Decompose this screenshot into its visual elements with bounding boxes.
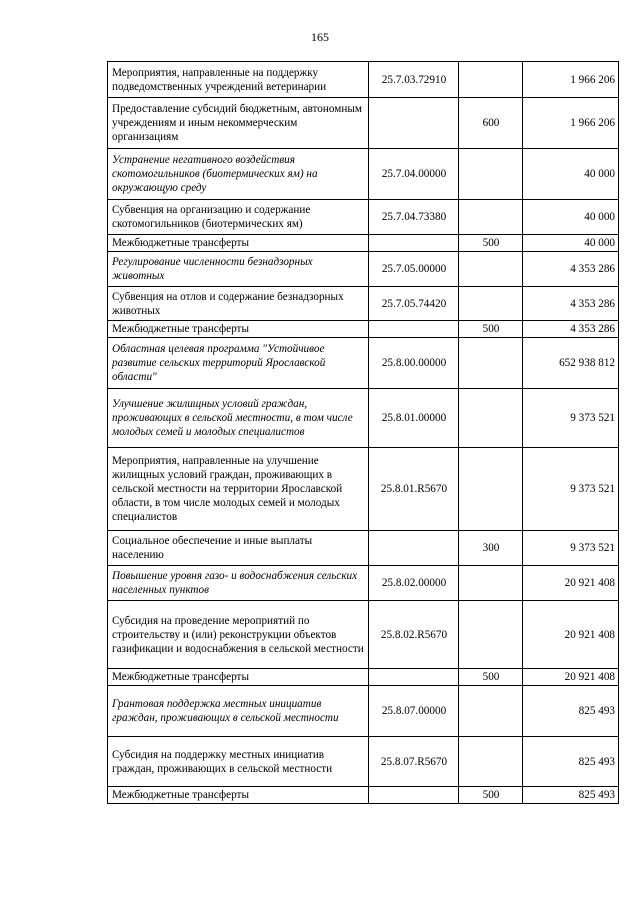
row-type-cell xyxy=(459,448,523,531)
row-code-cell xyxy=(369,321,459,338)
row-code-cell: 25.7.05.00000 xyxy=(369,252,459,287)
table-row xyxy=(108,200,619,235)
table-row xyxy=(108,252,619,287)
row-code-cell: 25.7.05.74420 xyxy=(369,287,459,321)
row-type-cell xyxy=(459,389,523,448)
row-sum-cell: 20 921 408 xyxy=(523,669,619,686)
row-name-cell: Межбюджетные трансферты xyxy=(108,235,369,252)
row-name-cell: Мероприятия, направленные на поддержку подведомственных учреждений ветеринарии xyxy=(108,62,369,98)
row-name-cell: Грантовая поддержка местных инициатив граждан, проживающих в сельской местности xyxy=(108,686,369,737)
row-name-cell: Регулирование численности безнадзорных животных xyxy=(108,252,369,287)
row-code-cell: 25.8.02.00000 xyxy=(369,566,459,601)
row-type-cell xyxy=(459,200,523,235)
row-type-cell xyxy=(459,737,523,787)
row-name-cell: Устранение негативного воздействия скотомогильников (биотермических ям) на окружающую среду xyxy=(108,149,369,200)
row-type-cell: 500 xyxy=(459,787,523,804)
row-type-cell: 500 xyxy=(459,235,523,252)
budget-table-body xyxy=(108,62,619,804)
row-sum-cell: 652 938 812 xyxy=(523,338,619,389)
row-type-cell xyxy=(459,601,523,669)
row-name-cell: Социальное обеспечение и иные выплаты населению xyxy=(108,531,369,566)
row-type-cell: 500 xyxy=(459,321,523,338)
table-row xyxy=(108,98,619,149)
table-row xyxy=(108,321,619,338)
row-sum-cell: 4 353 286 xyxy=(523,287,619,321)
row-sum-cell: 20 921 408 xyxy=(523,601,619,669)
row-name-cell: Межбюджетные трансферты xyxy=(108,787,369,804)
row-code-cell xyxy=(369,787,459,804)
row-name-cell: Субвенция на отлов и содержание безнадзорных животных xyxy=(108,287,369,321)
row-code-cell: 25.8.07.R5670 xyxy=(369,737,459,787)
row-sum-cell: 9 373 521 xyxy=(523,448,619,531)
row-type-cell xyxy=(459,62,523,98)
row-sum-cell: 825 493 xyxy=(523,686,619,737)
row-type-cell xyxy=(459,338,523,389)
table-row xyxy=(108,149,619,200)
row-sum-cell: 9 373 521 xyxy=(523,531,619,566)
row-code-cell: 25.8.07.00000 xyxy=(369,686,459,737)
row-code-cell: 25.7.04.00000 xyxy=(369,149,459,200)
row-code-cell: 25.7.04.73380 xyxy=(369,200,459,235)
row-sum-cell: 825 493 xyxy=(523,787,619,804)
table-row xyxy=(108,62,619,98)
row-name-cell: Субсидия на поддержку местных инициатив граждан, проживающих в сельской местности xyxy=(108,737,369,787)
table-row xyxy=(108,338,619,389)
row-code-cell: 25.8.01.R5670 xyxy=(369,448,459,531)
table-row xyxy=(108,531,619,566)
table-row xyxy=(108,601,619,669)
row-code-cell xyxy=(369,98,459,149)
row-sum-cell: 1 966 206 xyxy=(523,98,619,149)
row-sum-cell: 40 000 xyxy=(523,235,619,252)
row-name-cell: Повышение уровня газо- и водоснабжения сельских населенных пунктов xyxy=(108,566,369,601)
row-type-cell: 500 xyxy=(459,669,523,686)
row-code-cell xyxy=(369,531,459,566)
row-code-cell xyxy=(369,235,459,252)
row-sum-cell: 4 353 286 xyxy=(523,321,619,338)
row-type-cell xyxy=(459,287,523,321)
row-sum-cell: 20 921 408 xyxy=(523,566,619,601)
row-type-cell: 600 xyxy=(459,98,523,149)
row-name-cell: Межбюджетные трансферты xyxy=(108,321,369,338)
row-code-cell: 25.7.03.72910 xyxy=(369,62,459,98)
row-name-cell: Межбюджетные трансферты xyxy=(108,669,369,686)
row-name-cell: Улучшение жилищных условий граждан, проживающих в сельской местности, в том числе молодых семей и молодых специалистов xyxy=(108,389,369,448)
row-code-cell: 25.8.01.00000 xyxy=(369,389,459,448)
row-sum-cell: 4 353 286 xyxy=(523,252,619,287)
table-row xyxy=(108,448,619,531)
row-type-cell xyxy=(459,566,523,601)
row-type-cell xyxy=(459,686,523,737)
table-row xyxy=(108,686,619,737)
row-code-cell: 25.8.02.R5670 xyxy=(369,601,459,669)
row-name-cell: Субсидия на проведение мероприятий по строительству и (или) реконструкции объектов газификации и водоснабжения в сельской местности xyxy=(108,601,369,669)
table-row xyxy=(108,287,619,321)
row-name-cell: Областная целевая программа "Устойчивое развитие сельских территорий Ярославской области" xyxy=(108,338,369,389)
row-type-cell: 300 xyxy=(459,531,523,566)
row-sum-cell: 9 373 521 xyxy=(523,389,619,448)
table-row xyxy=(108,235,619,252)
row-type-cell xyxy=(459,252,523,287)
row-sum-cell: 1 966 206 xyxy=(523,62,619,98)
page-number: 165 xyxy=(311,30,329,44)
budget-table xyxy=(107,61,619,804)
table-row xyxy=(108,566,619,601)
table-row xyxy=(108,389,619,448)
row-name-cell: Субвенция на организацию и содержание скотомогильников (биотермических ям) xyxy=(108,200,369,235)
row-name-cell: Мероприятия, направленные на улучшение жилищных условий граждан, проживающих в сельской местности на территории Ярославской области, в том числе молодых семей и молодых специалистов xyxy=(108,448,369,531)
row-sum-cell: 825 493 xyxy=(523,737,619,787)
row-code-cell: 25.8.00.00000 xyxy=(369,338,459,389)
row-sum-cell: 40 000 xyxy=(523,200,619,235)
table-row xyxy=(108,787,619,804)
table-row xyxy=(108,669,619,686)
row-name-cell: Предоставление субсидий бюджетным, автономным учреждениям и иным некоммерческим организациям xyxy=(108,98,369,149)
row-code-cell xyxy=(369,669,459,686)
row-type-cell xyxy=(459,149,523,200)
row-sum-cell: 40 000 xyxy=(523,149,619,200)
table-row xyxy=(108,737,619,787)
